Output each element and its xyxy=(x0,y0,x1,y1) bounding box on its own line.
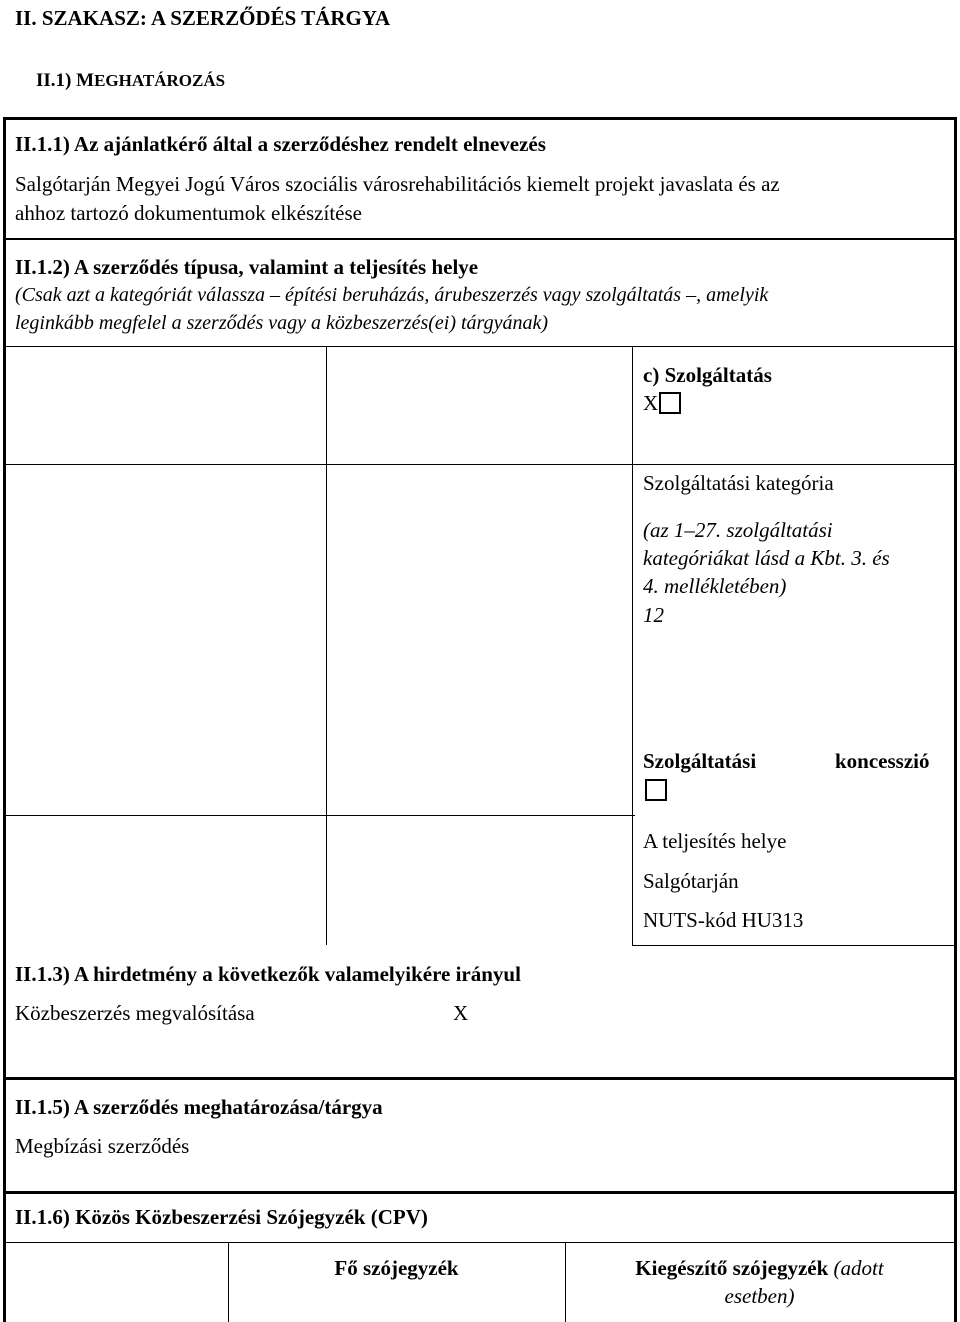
subtitle-prefix: II.1) M xyxy=(36,70,95,91)
category-note-2: kategóriákat lásd a Kbt. 3. és xyxy=(643,546,890,570)
item-1-3-heading: II.1.3) A hirdetmény a következők valamelyikére irányul xyxy=(15,962,521,986)
category-note-1: (az 1–27. szolgáltatási xyxy=(643,518,833,542)
place-value: Salgótarján xyxy=(643,869,739,893)
grid-col-2 xyxy=(632,346,633,945)
grid-row-1 xyxy=(3,464,957,465)
item-1-5-value: Megbízási szerződés xyxy=(15,1134,190,1158)
category-label: Szolgáltatási kategória xyxy=(643,471,834,495)
item-1-1-line1: Salgótarján Megyei Jogú Város szociális városrehabilitációs kiemelt projekt javaslata és az xyxy=(15,172,780,196)
item-1-1-heading: II.1.1) Az ajánlatkérő által a szerződéshez rendelt elnevezés xyxy=(15,132,546,156)
nuts-code: NUTS-kód HU313 xyxy=(643,908,804,932)
cpv-col-2 xyxy=(565,1242,566,1322)
concession-word-2: koncesszió xyxy=(835,749,930,773)
grid-col-1 xyxy=(326,346,327,945)
concession-checkbox-wrap xyxy=(645,776,667,801)
grid-top xyxy=(3,346,957,347)
divider-1 xyxy=(3,238,957,240)
category-value: 12 xyxy=(643,603,664,627)
place-label: A teljesítés helye xyxy=(643,829,787,853)
service-checkbox-row xyxy=(643,391,681,416)
cpv-extra-header xyxy=(565,1256,954,1281)
concession-word-1: Szolgáltatási xyxy=(643,749,757,773)
divider-2 xyxy=(3,1077,957,1080)
outer-border-right xyxy=(954,117,957,1322)
section-title: II. SZAKASZ: A SZERZŐDÉS TÁRGYA xyxy=(15,6,391,30)
service-label: c) Szolgáltatás xyxy=(643,363,772,387)
service-checkbox[interactable] xyxy=(659,392,681,414)
item-1-2-note-line1: (Csak azt a kategóriát válassza – építési beruházás, árubeszerzés vagy szolgáltatás –, amelyik xyxy=(15,284,769,306)
divider-3 xyxy=(3,1191,957,1194)
category-note-3: 4. mellékletében) xyxy=(643,574,787,598)
subtitle-rest: EGHATÁROZÁS xyxy=(94,71,226,90)
cpv-extra-italic-2: esetben) xyxy=(724,1284,795,1308)
cpv-main-header: Fő szójegyzék xyxy=(334,1256,459,1280)
cpv-extra-italic: (adott xyxy=(833,1256,884,1280)
cpv-extra-bold: Kiegészítő szójegyzék xyxy=(635,1256,829,1280)
grid-row-2 xyxy=(3,815,635,816)
section-subtitle xyxy=(36,70,225,92)
item-1-3-mark: X xyxy=(453,1001,469,1025)
outer-border-top xyxy=(3,117,957,120)
cpv-col-1 xyxy=(228,1242,229,1322)
item-1-2-heading: II.1.2) A szerződés típusa, valamint a teljesítés helye xyxy=(15,255,479,279)
concession-checkbox[interactable] xyxy=(645,779,667,801)
item-1-3-label: Közbeszerzés megvalósítása xyxy=(15,1001,255,1025)
item-1-5-heading: II.1.5) A szerződés meghatározása/tárgya xyxy=(15,1095,383,1119)
item-1-6-heading: II.1.6) Közös Közbeszerzési Szójegyzék (CPV) xyxy=(15,1205,428,1229)
cpv-table-top xyxy=(3,1242,957,1243)
outer-border-left xyxy=(3,117,6,1322)
grid-bottom-right xyxy=(632,945,954,946)
item-1-1-line2: ahhoz tartozó dokumentumok elkészítése xyxy=(15,201,362,225)
item-1-2-note-line2: leginkább megfelel a szerződés vagy a közbeszerzés(ei) tárgyának) xyxy=(15,312,549,334)
service-mark: X xyxy=(643,391,659,415)
